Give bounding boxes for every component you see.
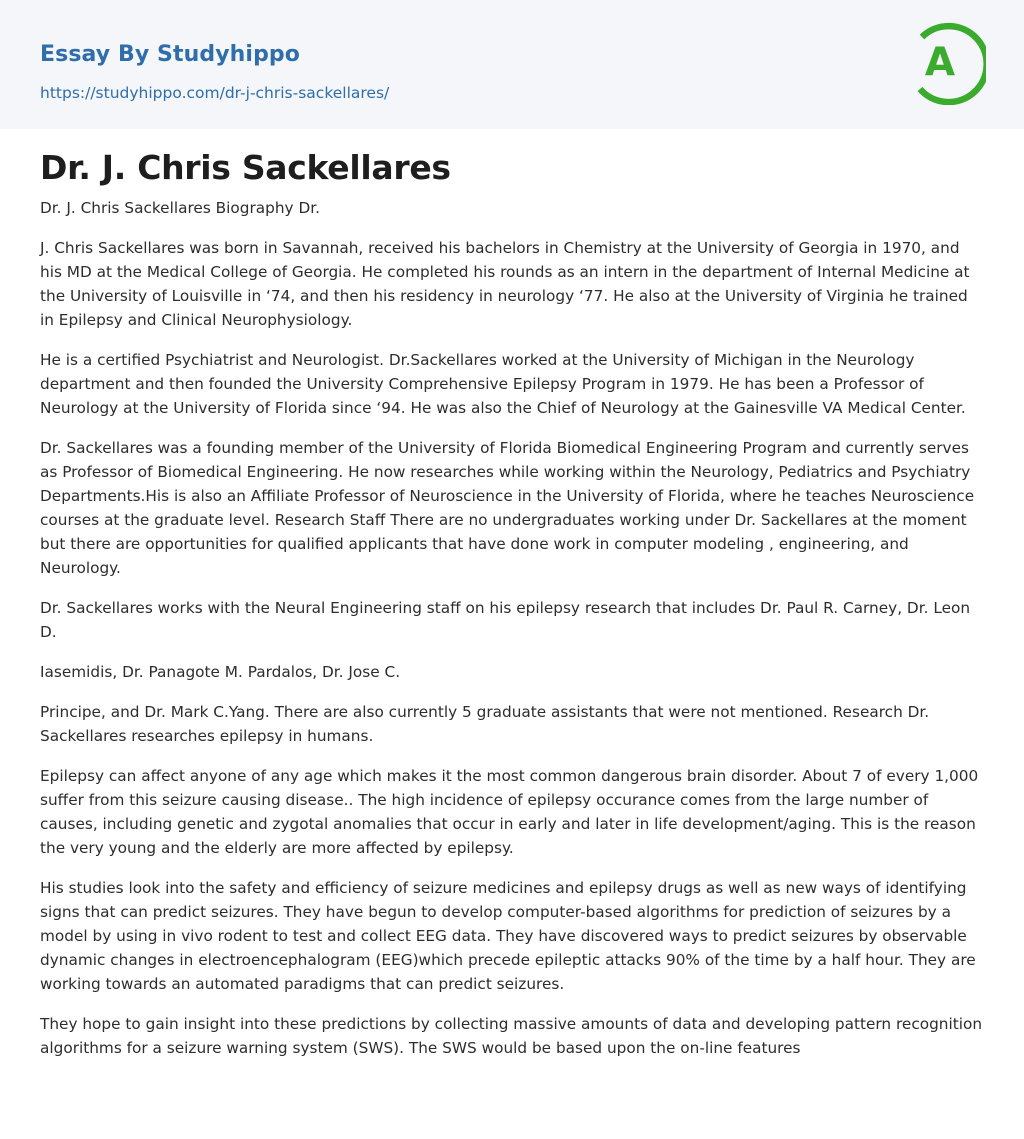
paragraph: Epilepsy can affect anyone of any age which makes it the most common dangerous brain disorder. About 7 of every 1,000 suffer from this seizure causing disease.. The high incidence of epilepsy occurance comes from the large number of causes, including genetic and zygotal anomalies that occur in early and later in life development/aging. This is the reason the very young and the elderly are more affected by epilepsy. bbox=[40, 767, 979, 857]
paragraph: They hope to gain insight into these predictions by collecting massive amounts of data and developing pattern recognition algorithms for a seizure warning system (SWS). The SWS would be based upon the on-line features bbox=[40, 1015, 983, 1057]
paragraph: Dr. Sackellares works with the Neural Engineering staff on his epilepsy research that includes Dr. Paul R. Carney, Dr. Leon D. bbox=[40, 599, 971, 641]
studyhippo-logo-icon[interactable] bbox=[912, 19, 986, 105]
paragraph: Principe, and Dr. Mark C.Yang. There are also currently 5 graduate assistants that were not mentioned. Research Dr. Sackellares researches epilepsy in humans. bbox=[40, 703, 930, 745]
article bbox=[40, 146, 984, 1076]
paragraph: Dr. J. Chris Sackellares Biography Dr. bbox=[40, 199, 320, 217]
site-brand[interactable]: Essay By Studyhippo bbox=[40, 42, 300, 67]
paragraph: He is a certified Psychiatrist and Neurologist. Dr.Sackellares worked at the University of Michigan in the Neurology department and then founded the University Comprehensive Epilepsy Program in 1979. He has been a Professor of Neurology at the University of Florida since ‘94. He was also the Chief of Neurology at the Gainesville VA Medical Center. bbox=[40, 351, 966, 417]
paragraph: His studies look into the safety and efficiency of seizure medicines and epilepsy drugs as well as new ways of identifying signs that can predict seizures. They have begun to develop computer-based algorithms for prediction of seizures by a model by using in vivo rodent to test and collect EEG data. They have discovered ways to predict seizures by observable dynamic changes in electroencephalogram (EEG)which precede epileptic attacks 90% of the time by a half hour. They are working towards an automated paradigms that can predict seizures. bbox=[40, 879, 976, 993]
site-header bbox=[0, 0, 1024, 129]
paragraph: Iasemidis, Dr. Panagote M. Pardalos, Dr. Jose C. bbox=[40, 663, 401, 681]
essay-url-link[interactable]: https://studyhippo.com/dr-j-chris-sackellares/ bbox=[40, 84, 390, 102]
logo-letter: A bbox=[924, 40, 956, 85]
paragraph: Dr. Sackellares was a founding member of the University of Florida Biomedical Engineering Program and currently serves as Professor of Biomedical Engineering. He now researches while working within the Neurology, Pediatrics and Psychiatry Departments.His is also an Affiliate Professor of Neuroscience in the University of Florida, where he teaches Neuroscience courses at the graduate level. Research Staff There are no undergraduates working under Dr. Sackellares at the moment but there are opportunities for qualified applicants that have done work in computer modeling , engineering, and Neurology. bbox=[40, 439, 975, 577]
page-title: Dr. J. Chris Sackellares bbox=[40, 148, 451, 187]
paragraph: J. Chris Sackellares was born in Savannah, received his bachelors in Chemistry at the University of Georgia in 1970, and his MD at the Medical College of Georgia. He completed his rounds as an intern in the department of Internal Medicine at the University of Louisville in ‘74, and then his residency in neurology ‘77. He also at the University of Virginia he trained in Epilepsy and Clinical Neurophysiology. bbox=[40, 239, 970, 329]
